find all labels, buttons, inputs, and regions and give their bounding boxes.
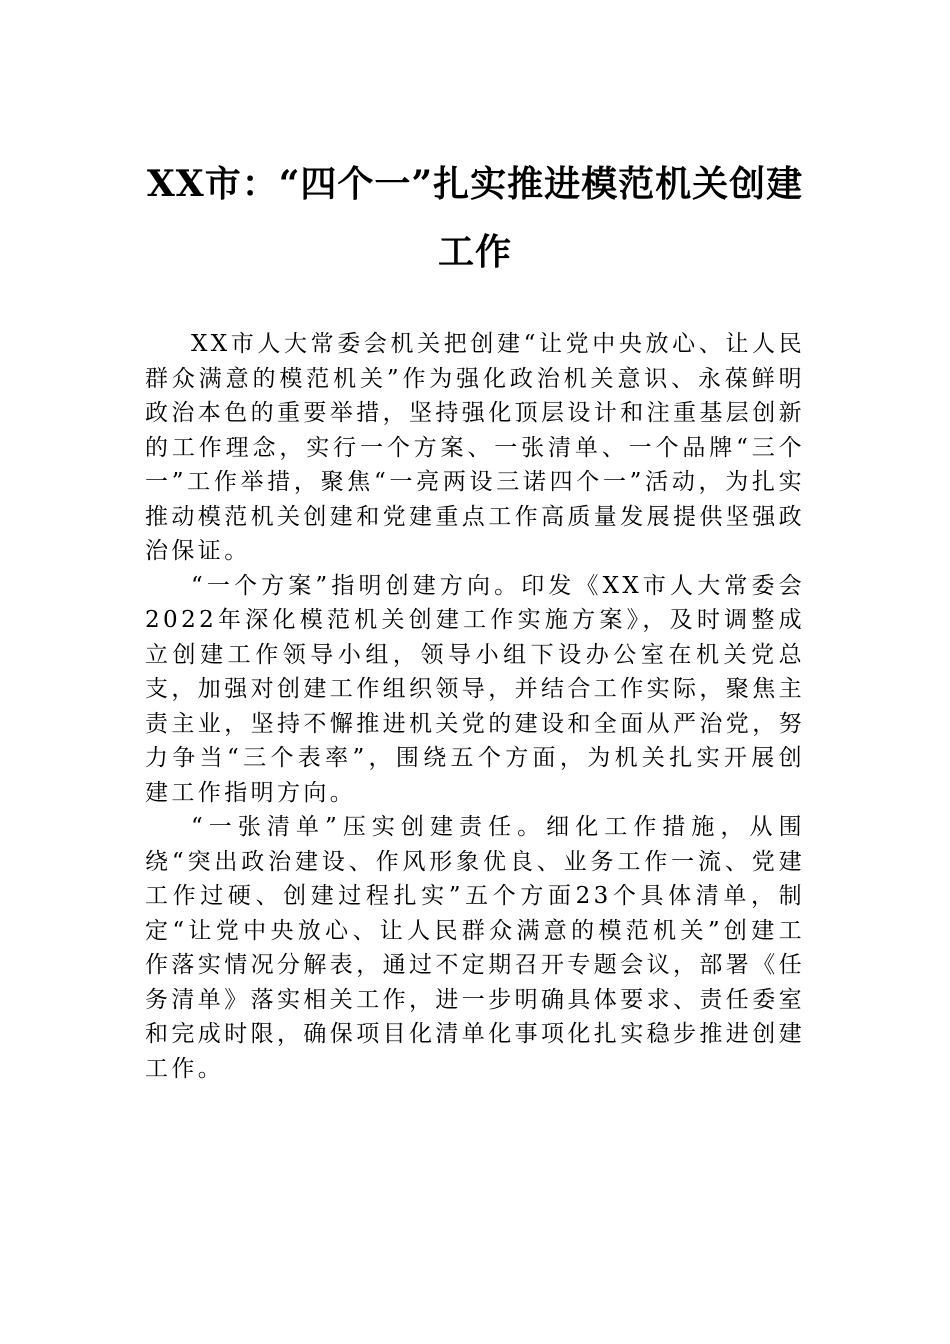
paragraph-one-list: “一张清单”压实创建责任。细化工作措施，从围绕“突出政治建设、作风形象优良、业务工作一流、党建工作过硬、创建过程扎实”五个方面23个具体清单，制定“让党中央放心、让人民群众满意的模范机关”创建工作落实情况分解表，通过不定期召开专题会议，部署《任务清单》落实相关工作，进一步明确具体要求、责任委室和完成时限，确保项目化清单化事项化扎实稳步推进创建工作。: [145, 814, 805, 1082]
paragraph-intro: XX市人大常委会机关把创建“让党中央放心、让人民群众满意的模范机关”作为强化政治机关意识、永葆鲜明政治本色的重要举措，坚持强化顶层设计和注重基层创新的工作理念，实行一个方案、一张清单、一个品牌“三个一”工作举措，聚焦“一亮两设三诺四个一”活动，为扎实推动模范机关创建和党建重点工作高质量发展提供坚强政治保证。: [145, 331, 805, 564]
paragraph-one-plan: “一个方案”指明创建方向。印发《XX市人大常委会2022年深化模范机关创建工作实施方案》，及时调整成立创建工作领导小组，领导小组下设办公室在机关党总支，加强对创建工作组织领导，并结合工作实际，聚焦主责主业，坚持不懈推进机关党的建设和全面从严治党，努力争当“三个表率”，围绕五个方面，为机关扎实开展创建工作指明方向。: [145, 572, 805, 806]
document-title: XX市：“四个一”扎实推进模范机关创建工作: [146, 163, 804, 273]
document-body: [145, 327, 805, 1086]
